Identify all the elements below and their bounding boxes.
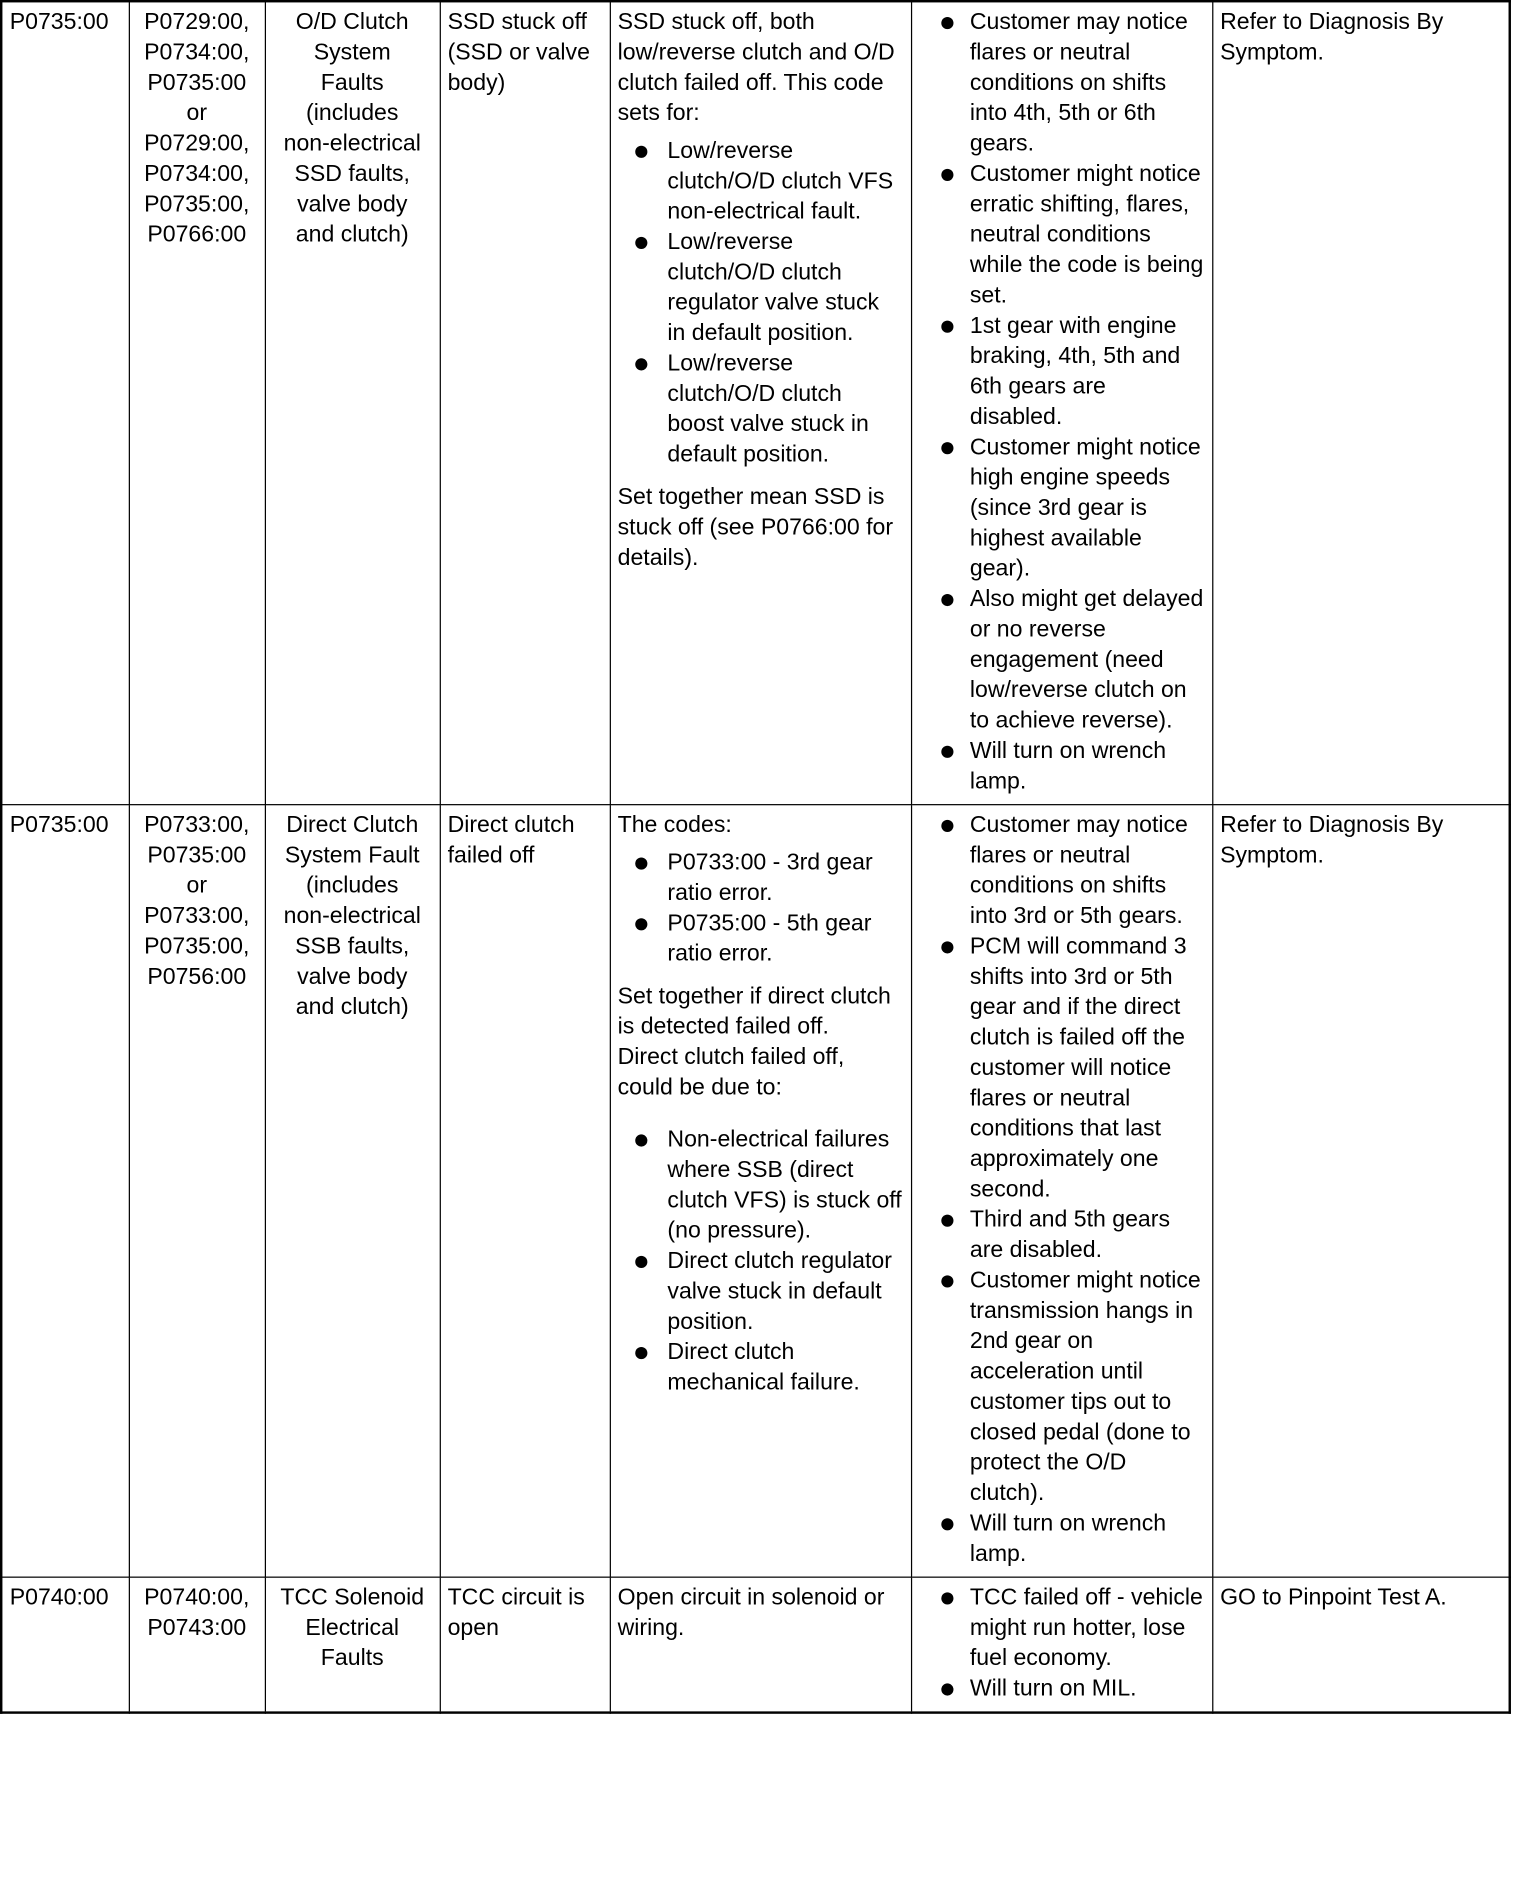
list-item: Third and 5th gears are disabled. (970, 1205, 1204, 1266)
action: Refer to Diagnosis By Symptom. (1212, 1, 1510, 804)
description-list (618, 1125, 903, 1398)
list-item: Non-electrical failures where SSB (direct clutch VFS) is stuck off (no pressure). (667, 1125, 903, 1246)
condition: Direct clutch failed off (440, 805, 610, 1577)
list-item: P0735:00 - 5th gear ratio error. (667, 909, 903, 970)
fault-system: Direct Clutch System Fault (includes non-electrical SSB faults, valve body and clutch) (265, 805, 440, 1577)
action: GO to Pinpoint Test A. (1212, 1577, 1510, 1712)
symptom-notes (911, 1, 1212, 804)
list-item: Customer may notice flares or neutral conditions on shifts into 4th, 5th or 6th gears. (970, 7, 1204, 159)
list-item: Direct clutch mechanical failure. (667, 1337, 903, 1398)
symptom-notes (911, 1577, 1212, 1712)
dtc-code: P0740:00 (1, 1577, 129, 1712)
description-list (618, 848, 903, 969)
list-item: Customer might notice transmission hangs in 2nd gear on acceleration until customer tips out to closed pedal (done to protect the O/D clutch). (970, 1266, 1204, 1509)
description: SSD stuck off, both low/reverse clutch and O/D clutch failed off. This code sets for: Low/reverse clutch/O/D clutch VFS non-electrical fault. Low/reverse clutch/O/D clutch regulator valve stuck in default position. Low/reverse clutch/O/D clutch boost valve stuck in default position. Set together mean SSD is stuck off (see P0766:00 for details). (610, 1, 911, 804)
table-row (1, 805, 1510, 1577)
list-item: Will turn on wrench lamp. (970, 736, 1204, 797)
symptom-notes (911, 805, 1212, 1577)
code-combination: P0729:00, P0734:00, P0735:00 or P0729:00, P0734:00, P0735:00, P0766:00 (129, 1, 265, 804)
list-item: Low/reverse clutch/O/D clutch regulator valve stuck in default position. (667, 227, 903, 348)
list-item: Also might get delayed or no reverse engagement (need low/reverse clutch on to achieve reverse). (970, 584, 1204, 736)
list-item: Direct clutch regulator valve stuck in default position. (667, 1246, 903, 1337)
list-item: Customer may notice flares or neutral conditions on shifts into 3rd or 5th gears. (970, 810, 1204, 931)
description-list (618, 136, 903, 470)
code-combination: P0733:00, P0735:00 or P0733:00, P0735:00, P0756:00 (129, 805, 265, 1577)
list-item: 1st gear with engine braking, 4th, 5th and 6th gears are disabled. (970, 311, 1204, 432)
condition: TCC circuit is open (440, 1577, 610, 1712)
dtc-code: P0735:00 (1, 1, 129, 804)
list-item: P0733:00 - 3rd gear ratio error. (667, 848, 903, 909)
list-item: Will turn on MIL. (970, 1674, 1204, 1704)
list-item: PCM will command 3 shifts into 3rd or 5th gear and if the direct clutch is failed off the customer will notice flares or neutral conditions that last approximately one second. (970, 932, 1204, 1205)
list-item: Customer might notice high engine speeds (since 3rd gear is highest available gear). (970, 432, 1204, 584)
code-combination: P0740:00, P0743:00 (129, 1577, 265, 1712)
description: The codes: P0733:00 - 3rd gear ratio error. P0735:00 - 5th gear ratio error. Set together if direct clutch is detected failed off. Direct clutch failed off, could be due to: Non-electrical failures where SSB (direct clutch VFS) is stuck off (no pressure). Direct clutch regulator valve stuck in default position. Direct clutch mechanical failure. (610, 805, 911, 1577)
list-item: Will turn on wrench lamp. (970, 1509, 1204, 1570)
list-item: Low/reverse clutch/O/D clutch boost valve stuck in default position. (667, 349, 903, 470)
list-item: Customer might notice erratic shifting, flares, neutral conditions while the code is being set. (970, 159, 1204, 311)
fault-system: O/D Clutch System Faults (includes non-electrical SSD faults, valve body and clutch) (265, 1, 440, 804)
table-row (1, 1, 1510, 804)
list-item: Low/reverse clutch/O/D clutch VFS non-electrical fault. (667, 136, 903, 227)
action: Refer to Diagnosis By Symptom. (1212, 805, 1510, 1577)
dtc-code: P0735:00 (1, 805, 129, 1577)
description: Open circuit in solenoid or wiring. (610, 1577, 911, 1712)
fault-system: TCC Solenoid Electrical Faults (265, 1577, 440, 1712)
table-row (1, 1577, 1510, 1712)
list-item: TCC failed off - vehicle might run hotter, lose fuel economy. (970, 1583, 1204, 1674)
condition: SSD stuck off (SSD or valve body) (440, 1, 610, 804)
